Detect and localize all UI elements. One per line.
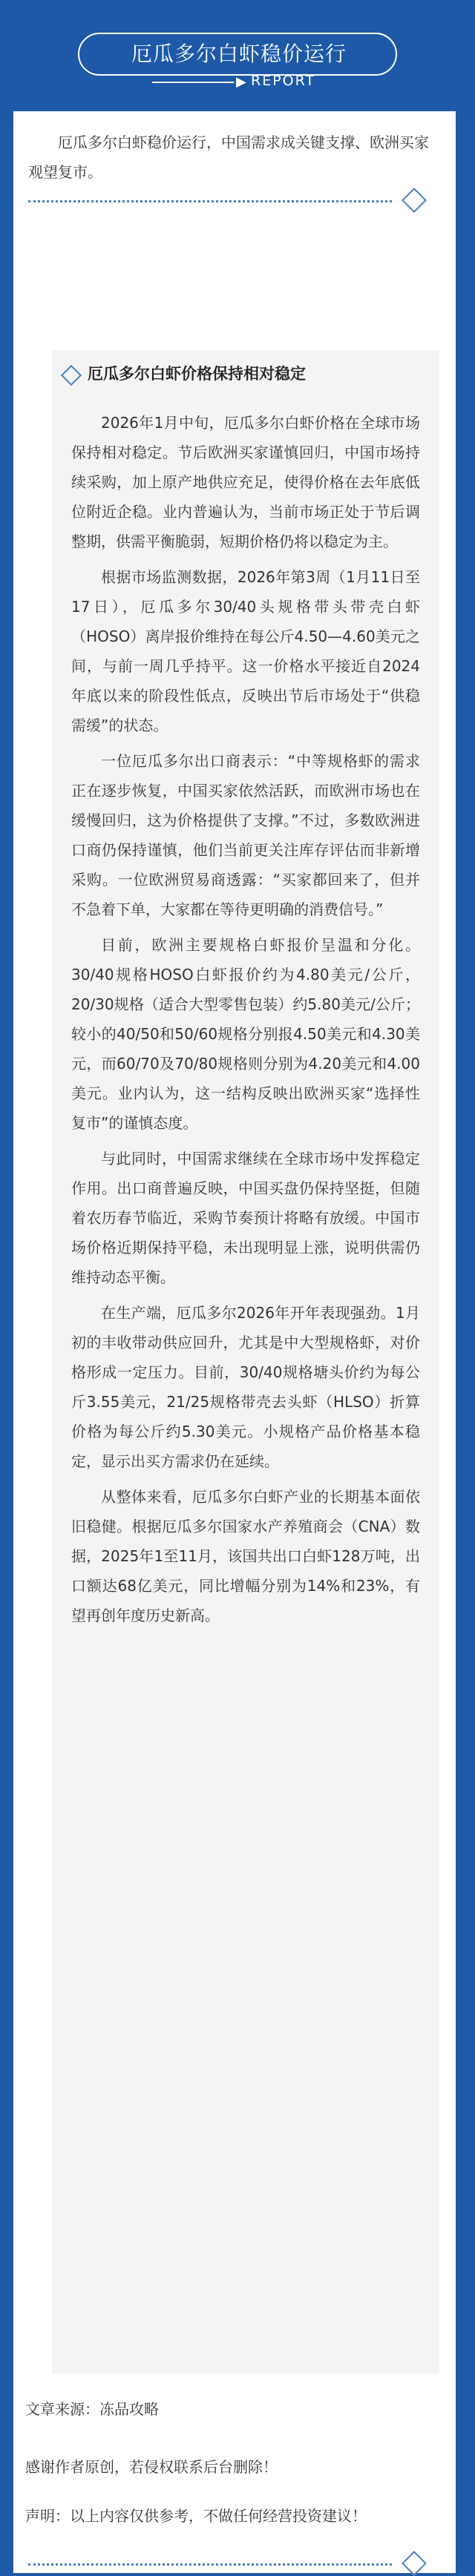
title-pill bbox=[78, 33, 397, 76]
intro-divider bbox=[28, 200, 392, 202]
paragraph: 在生产端，厄瓜多尔2026年开年表现强劲。1月初的丰收带动供应回升，尤其是中大型规格虾，对价格形成一定压力。目前，30/40规格塘头价约为每公斤3.55美元，21/25规格带壳去头虾（HLSO）折算价格为每公斤约5.30美元。小规格产品价格基本稳定，显示出买方需求仍在延续。 bbox=[71, 1304, 420, 1470]
diamond-icon bbox=[402, 2551, 427, 2576]
content-card bbox=[13, 111, 456, 2573]
price-panel bbox=[52, 350, 439, 2374]
header-banner bbox=[0, 0, 475, 126]
footer-divider bbox=[28, 2563, 392, 2566]
paragraph: 一位厄瓜多尔出口商表示：“中等规格虾的需求正在逐步恢复，中国买家依然活跃，而欧洲市场也在缓慢回归，这为价格提供了支撑。”不过，多数欧洲进口商仍保持谨慎，他们当前更关注库存评估而非新增采购。一位欧洲贸易商透露：“买家都回来了，但并不急着下单，大家都在等待更明确的消费信号。” bbox=[71, 752, 420, 918]
source-text: 文章来源：冻品攻略 bbox=[25, 2400, 159, 2418]
paragraph: 根据市场监测数据，2026年第3周（1月11日至17日），厄瓜多尔30/40头规格带头带壳白虾（HOSO）离岸报价维持在每公斤4.50—4.60美元之间，与前一周几乎持平。这一价格水平接近自2024年底以来的阶段性低点，反映出节后市场处于“供稳需缓”的状态。 bbox=[71, 568, 420, 734]
report-divider-line bbox=[152, 82, 234, 83]
disclaimer-text: 声明：以上内容仅供参考，不做任何经营投资建议！ bbox=[25, 2507, 367, 2525]
intro-text: 厄瓜多尔白虾稳价运行，中国需求成关键支撑、欧洲买家观望复市。 bbox=[28, 134, 429, 181]
paragraph: 从整体来看，厄瓜多尔白虾产业的长期基本面依旧稳健。根据厄瓜多尔国家水产养殖商会（CNA）数据，2025年1至11月，该国共出口白虾128万吨，出口额达68亿美元，同比增幅分别为14%和23%，有望再创年度历史新高。 bbox=[71, 1488, 420, 1624]
panel-title: 厄瓜多尔白虾价格保持相对稳定 bbox=[88, 365, 306, 383]
thanks-text: 感谢作者原创，若侵权联系后台删除！ bbox=[25, 2458, 278, 2476]
diamond-icon bbox=[61, 365, 82, 386]
page-title: 厄瓜多尔白虾稳价运行 bbox=[131, 42, 347, 66]
paragraph: 2026年1月中旬，厄瓜多尔白虾价格在全球市场保持相对稳定。节后欧洲买家谨慎回归，中国市场持续采购，加上原产地供应充足，使得价格在去年底低位附近企稳。业内普遍认为，当前市场正处于节后调整期，供需平衡脆弱，短期价格仍将以稳定为主。 bbox=[71, 414, 420, 550]
panel-body bbox=[71, 408, 420, 1636]
arrow-right-icon: ▶ bbox=[236, 74, 246, 90]
paragraph: 与此同时，中国需求继续在全球市场中发挥稳定作用。出口商普遍反映，中国买盘仍保持坚挺，但随着农历春节临近，采购节奏预计将略有放缓。中国市场价格近期保持平稳，未出现明显上涨，说明供需仍维持动态平衡。 bbox=[71, 1150, 420, 1286]
report-label: REPORT bbox=[251, 73, 316, 89]
paragraph: 目前，欧洲主要规格白虾报价呈温和分化。30/40规格HOSO白虾报价约为4.80美元/公斤，20/30规格（适合大型零售包装）约5.80美元/公斤；较小的40/50和50/60规格分别报4.50美元和4.30美元，而60/70及70/80规格则分别为4.20美元和4.00美元。业内认为，这一结构反映出欧洲买家“选择性复市”的谨慎态度。 bbox=[71, 936, 420, 1132]
diamond-icon bbox=[402, 188, 427, 213]
